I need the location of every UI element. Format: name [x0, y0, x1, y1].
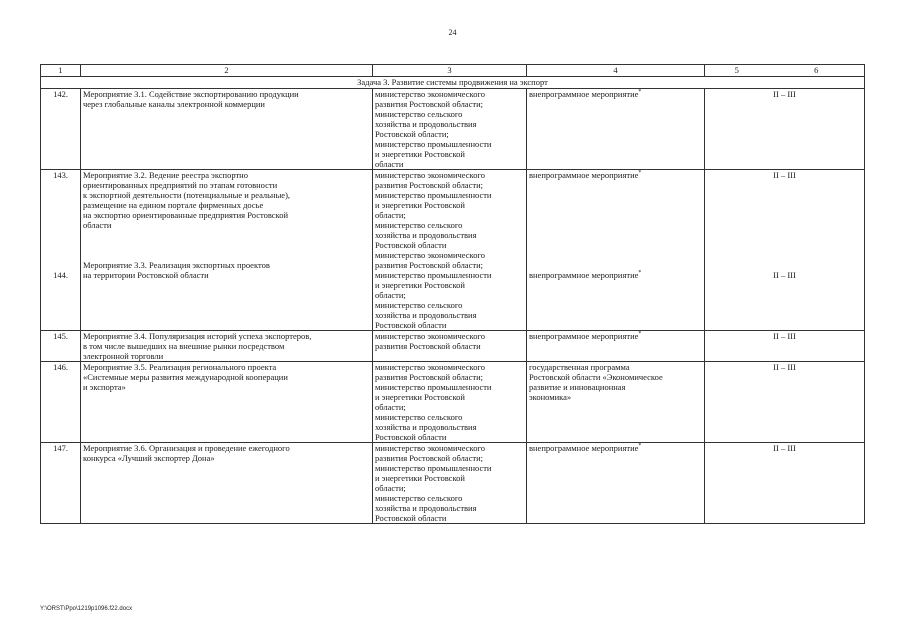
row-number: 143. [53, 170, 68, 180]
executors-text: министерство экономического развития Ростовской области; министерство промышленности и энергетики Ростовской области; министерство сельского хозяйства и продовольствия Ростовской области [375, 443, 492, 523]
measures-table [40, 64, 865, 524]
period-cell: II – III [705, 443, 865, 524]
executors-cell [373, 362, 527, 443]
source-text: внепрограммное мероприятие [529, 443, 639, 453]
footer-file-path: Y:\ORST\Ppo\1219p1096.f22.docx [40, 606, 133, 612]
measure-text: Мероприятие 3.6. Организация и проведение ежегодного конкурса «Лучший экспортер Дона» [83, 443, 290, 463]
column-header: 3 [373, 65, 527, 77]
measure-text: Мероприятие 3.2. Ведение реестра экспортно ориентированных предприятий по этапам готовности к экспортной деятельности (потенциальные и реальные), размещение на едином портале фирменных досье на экспортно ориентированные предприятия Ростовской области [83, 170, 291, 230]
row-number: 142. [41, 89, 81, 170]
table-row [41, 170, 865, 331]
row-number: 146. [41, 362, 81, 443]
task-title: Задача 3. Развитие системы продвижения на экспорт [41, 77, 865, 89]
measure-text: Мероприятие 3.1. Содействие экспортированию продукции через глобальные каналы электронной коммерции [83, 89, 299, 109]
measure-cell [81, 362, 373, 443]
column-number-row [41, 65, 865, 77]
period-cell: II – III [705, 362, 865, 443]
source-text: внепрограммное мероприятие [529, 270, 639, 280]
table-row [41, 443, 865, 524]
source-cell [527, 89, 705, 170]
measure-text: Мероприятие 3.3. Реализация экспортных проектов на территории Ростовской области [83, 260, 270, 280]
table-row [41, 89, 865, 170]
footnote-mark: * [638, 89, 642, 96]
measure-text: Мероприятие 3.5. Реализация регионального проекта «Системные меры развития международной кооперации и экспорта» [83, 362, 288, 392]
row-number-group [41, 170, 81, 331]
row-number: 144. [53, 270, 68, 280]
period-cell: II – III [705, 89, 865, 170]
footnote-mark: * [638, 270, 642, 277]
footnote-mark: * [638, 170, 642, 177]
executors-text: министерство экономического развития Ростовской области [375, 331, 486, 351]
row-number: 147. [41, 443, 81, 524]
task-row [41, 77, 865, 89]
footnote-mark: * [638, 331, 642, 338]
period-cell [705, 170, 865, 331]
source-text: внепрограммное мероприятие [529, 331, 639, 341]
executors-cell [373, 443, 527, 524]
executors-cell [373, 170, 527, 331]
executors-text: министерство экономического развития Ростовской области; министерство промышленности и энергетики Ростовской области; министерство сельского хозяйства и продовольствия Ростовской области [375, 362, 492, 442]
footnote-mark: * [638, 443, 642, 450]
column-header: 4 [527, 65, 705, 77]
column-header: 1 [41, 65, 81, 77]
column-header: 6 [769, 65, 865, 77]
executors-text: министерство экономического развития Ростовской области; министерство сельского хозяйства и продовольствия Ростовской области; министерство промышленности и энергетики Ростовской области [375, 89, 492, 169]
executors-cell [373, 331, 527, 362]
table-row [41, 362, 865, 443]
measure-text: Мероприятие 3.4. Популяризация историй успеха экспортеров, в том числе вышедших на внешние рынки посредством электронной торговли [83, 331, 312, 361]
column-header: 5 [705, 65, 769, 77]
measure-cell [81, 170, 373, 331]
period-text: II – III [773, 170, 796, 180]
source-text: государственная программа Ростовской области «Экономическое развитие и инновационная экономика» [529, 362, 663, 402]
period-cell: II – III [705, 331, 865, 362]
period-text: II – III [773, 270, 796, 280]
source-cell [527, 331, 705, 362]
source-cell [527, 170, 705, 331]
measure-cell [81, 89, 373, 170]
executors-text: министерство экономического развития Ростовской области; министерство промышленности и энергетики Ростовской области; министерство сельского хозяйства и продовольствия Ростовской области [375, 250, 492, 330]
measure-cell [81, 443, 373, 524]
page-number: 24 [448, 28, 457, 37]
source-cell [527, 443, 705, 524]
executors-text: министерство экономического развития Ростовской области; министерство промышленности и энергетики Ростовской области; министерство сельского хозяйства и продовольствия Ростовской области [375, 170, 492, 250]
source-text: внепрограммное мероприятие [529, 170, 639, 180]
row-number: 145. [41, 331, 81, 362]
column-header: 2 [81, 65, 373, 77]
measure-cell [81, 331, 373, 362]
executors-cell [373, 89, 527, 170]
source-text: внепрограммное мероприятие [529, 89, 639, 99]
table-row [41, 331, 865, 362]
source-cell [527, 362, 705, 443]
